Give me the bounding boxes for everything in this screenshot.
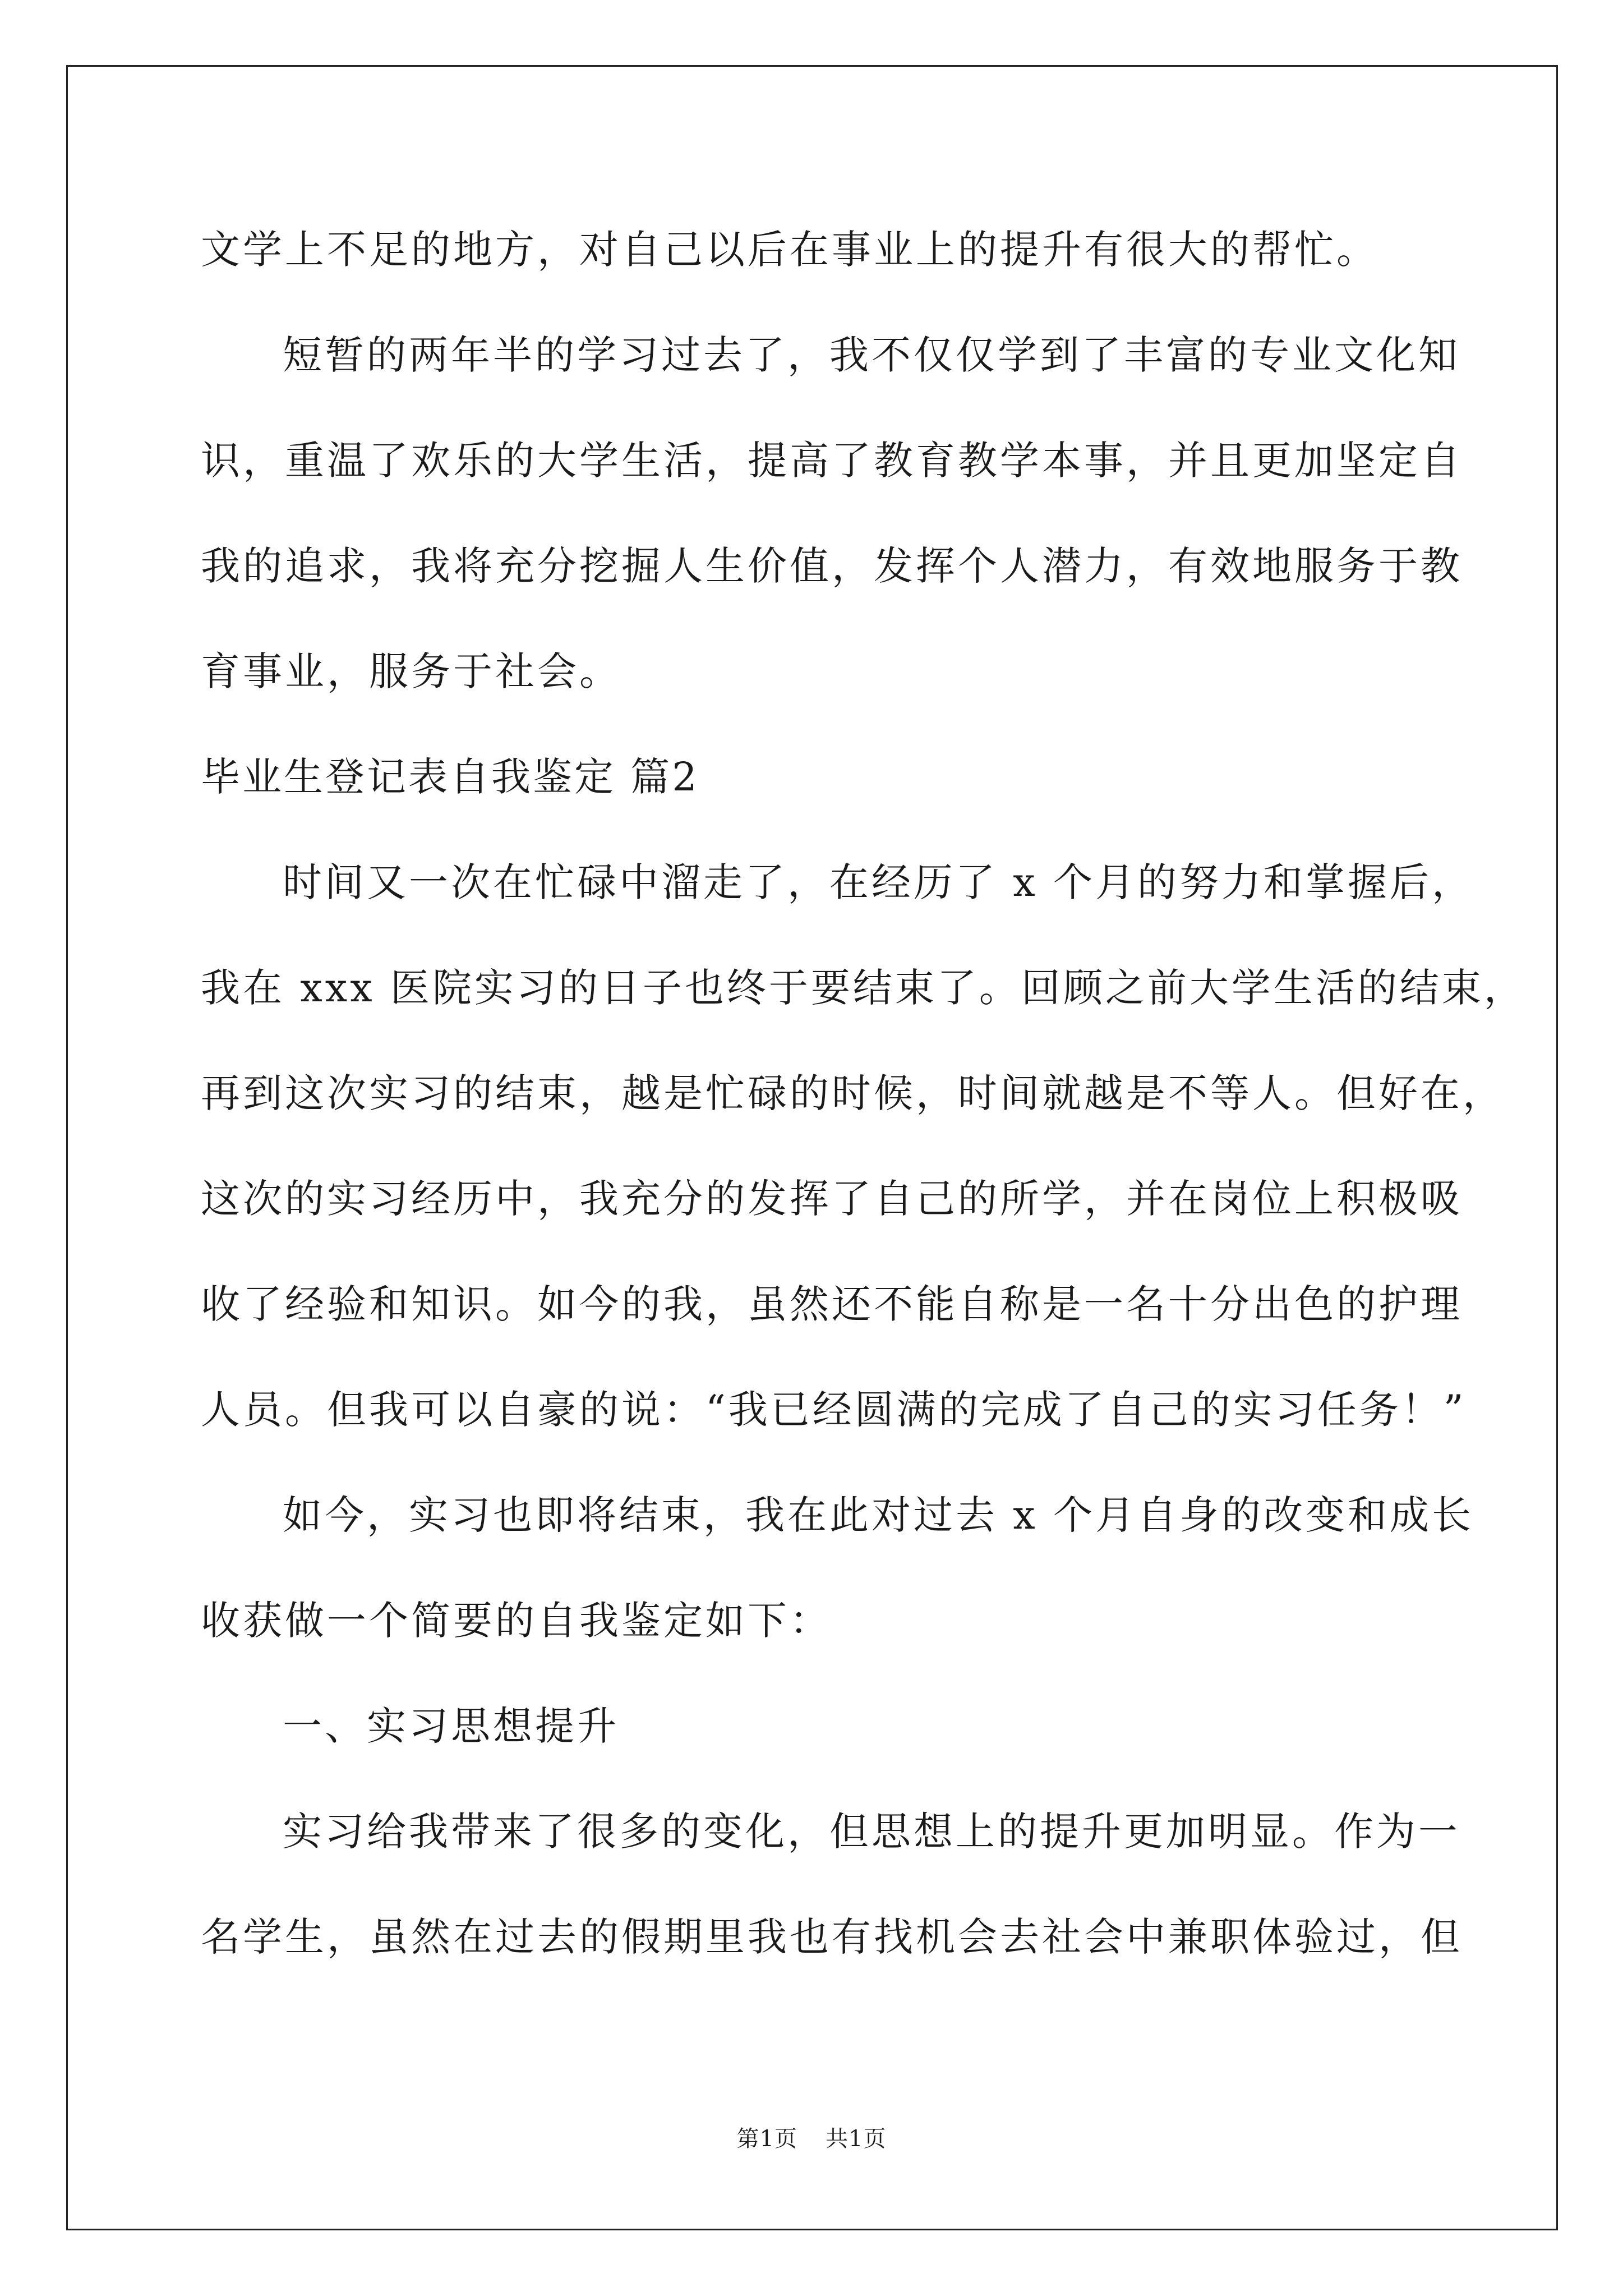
paragraph-line: 短暂的两年半的学习过去了，我不仅仅学到了丰富的专业文化知 xyxy=(283,332,1460,378)
paragraph-line: 名学生，虽然在过去的假期里我也有找机会去社会中兼职体验过，但 xyxy=(201,1914,1463,1960)
page-border xyxy=(66,65,1558,2230)
paragraph-line: 文学上不足的地方，对自己以后在事业上的提升有很大的帮忙。 xyxy=(201,227,1378,273)
paragraph-line: 我的追求，我将充分挖掘人生价值，发挥个人潜力，有效地服务于教 xyxy=(201,543,1463,589)
paragraph-line: 人员。但我可以自豪的说：“我已经圆满的完成了自己的实习任务！” xyxy=(201,1387,1467,1433)
page-footer xyxy=(0,2125,1623,2153)
paragraph-line: 育事业，服务于社会。 xyxy=(201,648,621,694)
paragraph-line: 这次的实习经历中，我充分的发挥了自己的所学，并在岗位上积极吸 xyxy=(201,1176,1463,1222)
paragraph-line: 时间又一次在忙碌中溜走了，在经历了 x 个月的努力和掌握后， xyxy=(283,859,1474,905)
paragraph-line: 如今，实习也即将结束，我在此对过去 x 个月自身的改变和成长 xyxy=(283,1492,1474,1538)
section-heading: 毕业生登记表自我鉴定 篇2 xyxy=(201,754,699,800)
subheading: 一、实习思想提升 xyxy=(283,1703,619,1749)
paragraph-line: 我在 xxx 医院实习的日子也终于要结束了。回顾之前大学生活的结束， xyxy=(201,965,1526,1011)
paragraph-line: 收获做一个简要的自我鉴定如下： xyxy=(201,1598,832,1644)
page-total: 共1页 xyxy=(826,2126,887,2152)
paragraph-line: 识，重温了欢乐的大学生活，提高了教育教学本事，并且更加坚定自 xyxy=(201,438,1463,484)
page-number: 第1页 xyxy=(736,2126,797,2152)
paragraph-line: 收了经验和知识。如今的我，虽然还不能自称是一名十分出色的护理 xyxy=(201,1281,1463,1327)
paragraph-line: 实习给我带来了很多的变化，但思想上的提升更加明显。作为一 xyxy=(283,1809,1460,1855)
paragraph-line: 再到这次实习的结束，越是忙碌的时候，时间就越是不等人。但好在， xyxy=(201,1070,1505,1116)
